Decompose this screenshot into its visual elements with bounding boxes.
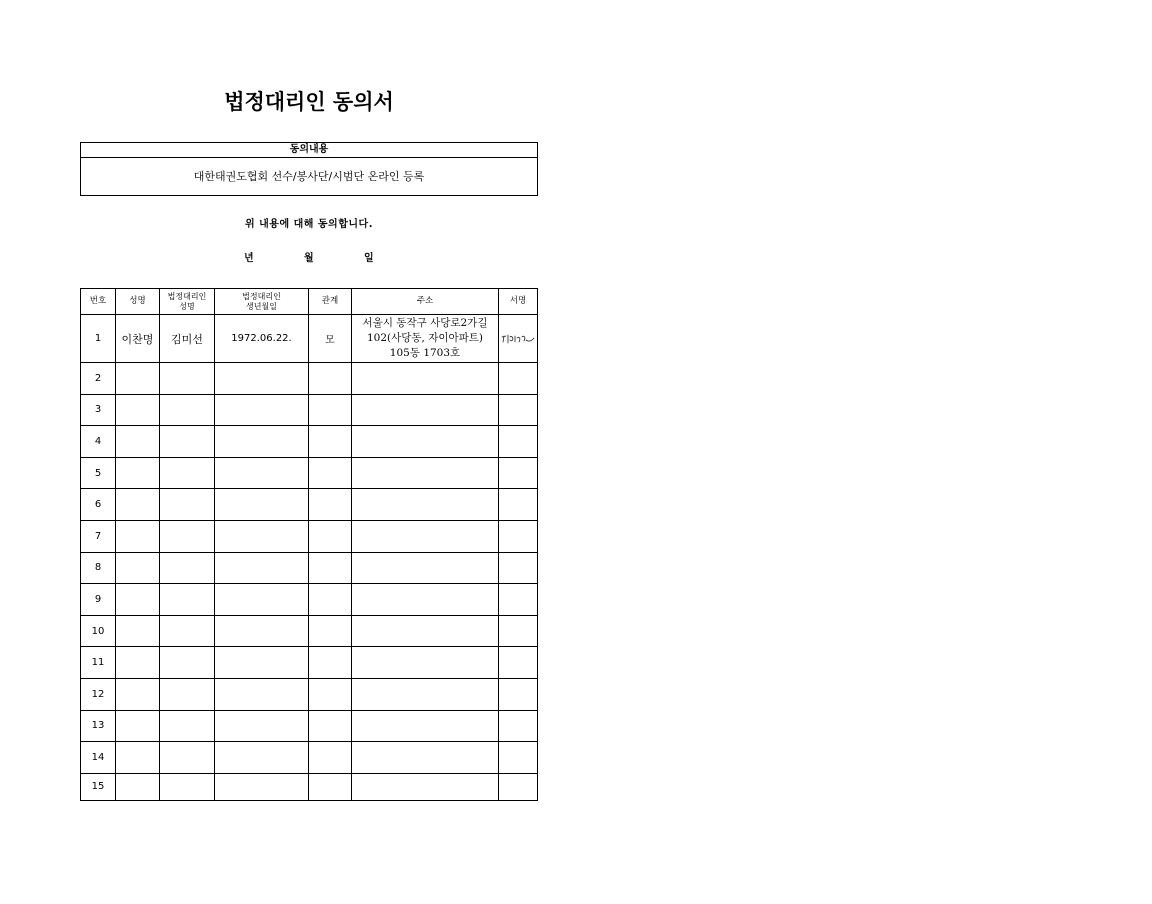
address-line2: 102(사당동, 자이아파트) xyxy=(366,332,484,344)
row-no: 7 xyxy=(81,520,116,552)
table-row xyxy=(81,394,538,426)
header-guardian-name-line2: 성명 xyxy=(179,301,195,311)
table-row xyxy=(81,742,538,774)
table-row xyxy=(81,315,538,363)
consent-box xyxy=(80,142,538,196)
document-title: 법정대리인 동의서 xyxy=(224,89,394,114)
table-header-row xyxy=(81,289,538,315)
row-no: 6 xyxy=(81,489,116,521)
student-name: 이찬명 xyxy=(116,315,160,363)
row-no: 5 xyxy=(81,457,116,489)
row-no: 9 xyxy=(81,584,116,616)
row-no: 8 xyxy=(81,552,116,584)
row-no: 13 xyxy=(81,710,116,742)
table-row xyxy=(81,773,538,800)
row-no: 4 xyxy=(81,426,116,458)
row-no: 3 xyxy=(81,394,116,426)
table-row xyxy=(81,615,538,647)
signature-cell xyxy=(499,315,538,363)
row-no: 15 xyxy=(81,773,116,800)
guardian-table xyxy=(80,288,538,801)
table-row xyxy=(81,552,538,584)
table-row xyxy=(81,678,538,710)
table-row xyxy=(81,489,538,521)
row-no: 1 xyxy=(81,315,116,363)
date-day-label: 일 xyxy=(364,253,374,264)
header-guardian-name-line1: 법정대리인 xyxy=(167,291,207,301)
header-guardian-name xyxy=(160,289,215,315)
header-signature: 서명 xyxy=(499,289,538,315)
header-guardian-birth-line1: 법정대리인 xyxy=(242,291,281,301)
header-name: 성명 xyxy=(116,289,160,315)
header-relation: 관계 xyxy=(309,289,352,315)
table-row xyxy=(81,647,538,679)
row-no: 12 xyxy=(81,678,116,710)
header-guardian-birth xyxy=(215,289,309,315)
row-no: 14 xyxy=(81,742,116,774)
date-month-label: 월 xyxy=(304,253,314,264)
table-row xyxy=(81,457,538,489)
address-line3: 105동 1703호 xyxy=(389,347,461,359)
date-year-label: 년 xyxy=(244,253,254,264)
header-guardian-birth-line2: 생년월일 xyxy=(246,301,277,311)
address-line1: 서울시 동작구 사당로2가길 xyxy=(362,317,488,329)
row-no: 11 xyxy=(81,647,116,679)
guardian-name: 김미선 xyxy=(160,315,215,363)
header-address: 주소 xyxy=(352,289,499,315)
row-no: 2 xyxy=(81,363,116,395)
relation: 모 xyxy=(309,315,352,363)
guardian-birthdate: 1972.06.22. xyxy=(215,315,309,363)
table-row xyxy=(81,426,538,458)
header-no: 번호 xyxy=(81,289,116,315)
consent-content: 대한태권도협회 선수/봉사단/시범단 온라인 등록 xyxy=(193,170,425,183)
table-row xyxy=(81,520,538,552)
table-row xyxy=(81,710,538,742)
handwritten-signature xyxy=(500,331,536,347)
row-no: 10 xyxy=(81,615,116,647)
address xyxy=(352,315,499,363)
consent-header: 동의내용 xyxy=(81,143,537,158)
table-row xyxy=(81,363,538,395)
table-row xyxy=(81,584,538,616)
agree-statement: 위 내용에 대해 동의합니다. xyxy=(244,219,373,230)
